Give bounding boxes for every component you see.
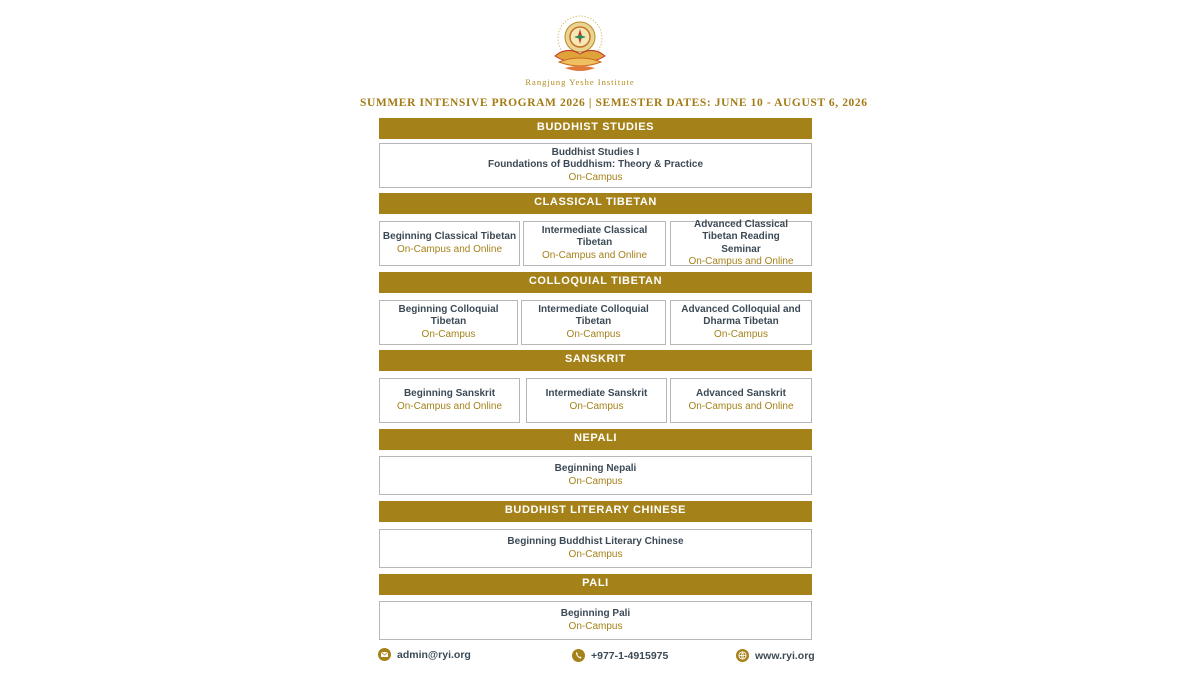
course-card-intermediate-colloquial-tibetan[interactable]	[521, 300, 666, 345]
course-mode: On-Campus	[568, 475, 623, 487]
course-title: Advanced Colloquial and Dharma Tibetan	[681, 303, 801, 328]
section-header-colloquial-tibetan: COLLOQUIAL TIBETAN	[379, 272, 812, 293]
course-mode: On-Campus and Online	[541, 249, 648, 261]
course-mode: On-Campus	[421, 328, 476, 340]
footer-phone[interactable]	[572, 649, 668, 662]
course-mode: On-Campus	[569, 400, 624, 412]
course-card-beginning-buddhist-literary-chinese[interactable]	[379, 529, 812, 568]
course-title: Beginning Classical Tibetan	[382, 231, 517, 242]
course-card-advanced-classical-tibetan[interactable]	[670, 218, 812, 267]
email-address[interactable]: admin@ryi.org	[397, 648, 471, 661]
globe-icon	[736, 649, 749, 662]
institute-logo	[520, 10, 640, 90]
phone-number[interactable]: +977-1-4915975	[591, 649, 669, 662]
email-icon	[378, 648, 391, 661]
lotus-logo-icon	[545, 10, 615, 76]
course-card-beginning-classical-tibetan[interactable]	[379, 221, 520, 266]
course-card-beginning-pali[interactable]	[379, 601, 812, 640]
course-mode: On-Campus and Online	[396, 243, 503, 255]
course-mode: On-Campus	[568, 171, 623, 183]
course-mode: On-Campus and Online	[396, 400, 503, 412]
course-title: Beginning Pali	[560, 608, 631, 619]
course-mode: On-Campus and Online	[688, 256, 794, 267]
course-title: Beginning Nepali	[554, 463, 637, 474]
course-card-advanced-sanskrit[interactable]	[670, 378, 812, 423]
course-title: Advanced Sanskrit	[695, 388, 787, 399]
course-mode: On-Campus	[568, 620, 623, 632]
course-card-intermediate-sanskrit[interactable]	[526, 378, 667, 423]
section-header-buddhist-literary-chinese: BUDDHIST LITERARY CHINESE	[379, 501, 812, 522]
course-mode: On-Campus	[714, 328, 768, 340]
footer-email[interactable]	[378, 648, 471, 661]
section-header-classical-tibetan: CLASSICAL TIBETAN	[379, 193, 812, 214]
course-title: Buddhist Studies I	[551, 146, 640, 158]
course-card-beginning-nepali[interactable]	[379, 456, 812, 495]
website-link[interactable]: www.ryi.org	[755, 649, 815, 662]
course-card-buddhist-studies-1[interactable]	[379, 143, 812, 188]
course-title: Intermediate Sanskrit	[545, 388, 648, 399]
institute-name: Rangjung Yeshe Institute	[525, 77, 635, 87]
course-card-advanced-colloquial-tibetan[interactable]	[670, 300, 812, 345]
course-card-beginning-colloquial-tibetan[interactable]	[379, 300, 518, 345]
section-header-sanskrit: SANSKRIT	[379, 350, 812, 371]
course-title: Beginning Buddhist Literary Chinese	[507, 536, 684, 547]
course-title: Beginning Sanskrit	[403, 388, 496, 399]
section-header-nepali: NEPALI	[379, 429, 812, 450]
course-card-intermediate-classical-tibetan[interactable]	[523, 221, 666, 266]
course-card-beginning-sanskrit[interactable]	[379, 378, 520, 423]
course-title: Advanced Classical Tibetan Reading Seminar	[694, 218, 788, 255]
section-header-buddhist-studies: BUDDHIST STUDIES	[379, 118, 812, 139]
footer-website[interactable]	[736, 649, 815, 662]
course-title: Intermediate Colloquial Tibetan	[538, 303, 649, 328]
course-title: Intermediate Classical Tibetan	[541, 224, 648, 249]
program-dates-line: SUMMER INTENSIVE PROGRAM 2026 | SEMESTER DATES: JUNE 10 - AUGUST 6, 2026	[360, 97, 868, 109]
course-mode: On-Campus	[568, 548, 623, 560]
course-mode: On-Campus and Online	[688, 400, 794, 412]
course-title: Beginning Colloquial Tibetan	[398, 303, 499, 328]
course-mode: On-Campus	[566, 328, 621, 340]
course-subtitle: Foundations of Buddhism: Theory & Practice	[487, 159, 703, 171]
section-header-pali: PALI	[379, 574, 812, 595]
phone-icon	[572, 649, 585, 662]
